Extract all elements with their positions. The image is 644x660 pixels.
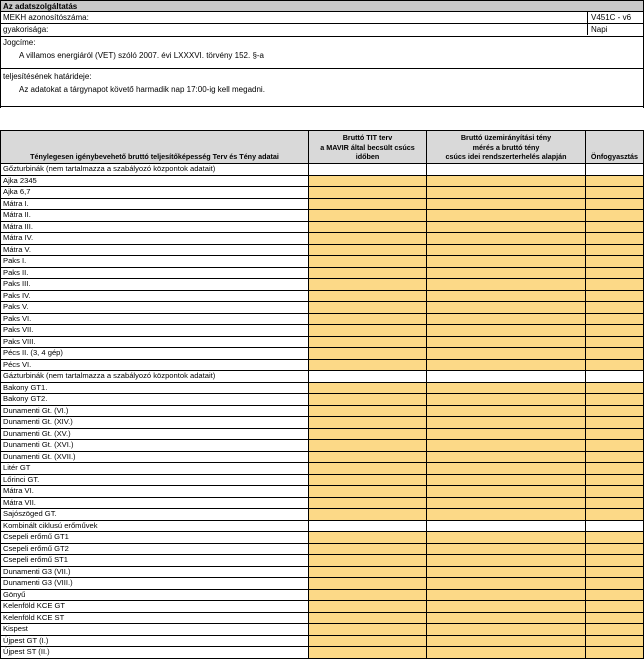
frequency-value: Napi [587,24,643,35]
table-row [0,360,644,372]
table-row [0,544,644,556]
column-header-self-consumption: Önfogyasztás [585,130,644,164]
actual-measurement-cell[interactable] [427,210,586,222]
actual-measurement-cell[interactable] [427,325,586,337]
plant-name: Paks V. [0,302,309,314]
plant-name: Mátra II. [0,210,309,222]
plant-name: Pécs VI. [0,360,309,372]
tit-plan-cell[interactable] [309,210,427,222]
tit-plan-cell[interactable] [309,256,427,268]
tit-plan-cell[interactable] [309,647,427,659]
self-consumption-cell[interactable] [586,475,644,487]
actual-measurement-cell[interactable] [427,394,586,406]
mekh-label: MEKH azonosítószáma: [3,13,89,22]
actual-measurement-cell [427,371,586,383]
actual-measurement-cell[interactable] [427,486,586,498]
tit-plan-cell[interactable] [309,452,427,464]
self-consumption-cell[interactable] [586,187,644,199]
table-row [0,279,644,291]
tit-plan-cell[interactable] [309,245,427,257]
actual-measurement-cell[interactable] [427,417,586,429]
plant-name: Mátra III. [0,222,309,234]
self-consumption-cell[interactable] [586,578,644,590]
plant-name: Mátra VI. [0,486,309,498]
table-row [0,440,644,452]
tit-plan-cell[interactable] [309,176,427,188]
actual-measurement-cell[interactable] [427,601,586,613]
self-consumption-cell[interactable] [586,624,644,636]
actual-measurement-cell[interactable] [427,555,586,567]
tit-plan-cell[interactable] [309,360,427,372]
table-row [0,590,644,602]
section-label: Kombinált ciklusú erőművek [0,521,309,533]
tit-plan-cell[interactable] [309,417,427,429]
plant-name: Csepeli erőmű GT2 [0,544,309,556]
tit-plan-cell[interactable] [309,383,427,395]
actual-measurement-cell[interactable] [427,291,586,303]
tit-plan-cell[interactable] [309,199,427,211]
self-consumption-cell[interactable] [586,555,644,567]
self-consumption-cell[interactable] [586,360,644,372]
plant-name: Sajószöged GT. [0,509,309,521]
actual-measurement-cell[interactable] [427,475,586,487]
actual-measurement-cell[interactable] [427,613,586,625]
deadline-text: Az adatokat a tárgynapot követő harmadik nap 17:00-ig kell megadni. [19,85,265,94]
deadline-label: teljesítésének határideje: [3,72,92,81]
tit-plan-cell[interactable] [309,279,427,291]
actual-measurement-cell[interactable] [427,187,586,199]
plant-name: Litér GT [0,463,309,475]
actual-measurement-cell[interactable] [427,222,586,234]
table-row [0,429,644,441]
self-consumption-cell[interactable] [586,406,644,418]
plant-name: Dunamenti Gt. (VI.) [0,406,309,418]
self-consumption-cell[interactable] [586,302,644,314]
tit-plan-cell[interactable] [309,544,427,556]
table-row [0,406,644,418]
self-consumption-cell[interactable] [586,463,644,475]
plant-name: Bakony GT2. [0,394,309,406]
self-consumption-cell[interactable] [586,199,644,211]
tit-plan-cell[interactable] [309,429,427,441]
mekh-row [1,12,643,23]
section-label: Gőzturbinák (nem tartalmazza a szabályozó központok adatait) [0,164,309,176]
actual-measurement-cell[interactable] [427,245,586,257]
column-header-actual: Bruttó üzemirányítási tény mérés a bruttó tény csúcs idei rendszerterhelés alapján [426,130,586,164]
actual-measurement-cell[interactable] [427,429,586,441]
self-consumption-cell[interactable] [586,176,644,188]
actual-measurement-cell[interactable] [427,544,586,556]
actual-measurement-cell[interactable] [427,440,586,452]
self-consumption-cell[interactable] [586,268,644,280]
table-row [0,394,644,406]
law-label: Jogcíme: [3,38,36,47]
table-row [0,268,644,280]
tit-plan-cell[interactable] [309,406,427,418]
actual-measurement-cell[interactable] [427,314,586,326]
tit-plan-cell[interactable] [309,348,427,360]
table-row [0,509,644,521]
table-row [0,383,644,395]
plant-name: Bakony GT1. [0,383,309,395]
actual-measurement-cell[interactable] [427,624,586,636]
actual-measurement-cell[interactable] [427,279,586,291]
plant-name: Mátra I. [0,199,309,211]
actual-measurement-cell[interactable] [427,463,586,475]
self-consumption-cell[interactable] [586,647,644,659]
tit-plan-cell[interactable] [309,475,427,487]
self-consumption-cell[interactable] [586,279,644,291]
actual-measurement-cell[interactable] [427,509,586,521]
actual-measurement-cell[interactable] [427,268,586,280]
self-consumption-cell[interactable] [586,417,644,429]
plant-name: Dunamenti Gt. (XV.) [0,429,309,441]
self-consumption-cell[interactable] [586,394,644,406]
table-row [0,256,644,268]
table-row [0,325,644,337]
table-row [0,636,644,648]
plant-name: Dunamenti Gt. (XVI.) [0,440,309,452]
tit-plan-cell [309,521,427,533]
actual-measurement-cell[interactable] [427,360,586,372]
self-consumption-cell[interactable] [586,314,644,326]
plant-name: Paks IV. [0,291,309,303]
table-row [0,291,644,303]
plant-name: Lőrinci GT. [0,475,309,487]
table-row [0,233,644,245]
table-row [0,624,644,636]
self-consumption-cell[interactable] [586,532,644,544]
tit-plan-cell[interactable] [309,187,427,199]
plant-name: Kispest [0,624,309,636]
table-row [0,613,644,625]
actual-measurement-cell[interactable] [427,647,586,659]
self-consumption-cell[interactable] [586,337,644,349]
plant-name: Paks VI. [0,314,309,326]
self-consumption-cell[interactable] [586,509,644,521]
actual-measurement-cell[interactable] [427,383,586,395]
table-row [0,578,644,590]
tit-plan-cell[interactable] [309,567,427,579]
table-row [0,245,644,257]
self-consumption-cell[interactable] [586,544,644,556]
tit-plan-cell[interactable] [309,291,427,303]
column-header-plant: Ténylegesen igénybevehető bruttó teljesítőképesség Terv és Tény adatai [0,130,309,164]
form-title: Az adatszolgáltatás [1,0,643,12]
actual-measurement-cell[interactable] [427,406,586,418]
table-row [0,302,644,314]
self-consumption-cell[interactable] [586,567,644,579]
tit-plan-cell[interactable] [309,268,427,280]
self-consumption-cell[interactable] [586,325,644,337]
table-row [0,498,644,510]
table-row [0,210,644,222]
actual-measurement-cell[interactable] [427,452,586,464]
tit-plan-cell[interactable] [309,314,427,326]
table-row [0,532,644,544]
table-row [0,187,644,199]
table-row [0,475,644,487]
tit-plan-cell[interactable] [309,440,427,452]
table-row [0,647,644,659]
tit-plan-cell[interactable] [309,302,427,314]
plant-name: Kelenföld KCE GT [0,601,309,613]
actual-measurement-cell[interactable] [427,348,586,360]
section-label: Gázturbinák (nem tartalmazza a szabályozó központok adatait) [0,371,309,383]
divider [1,36,643,37]
table-row [0,199,644,211]
table-row [0,337,644,349]
self-consumption-cell[interactable] [586,636,644,648]
plant-name: Paks VII. [0,325,309,337]
plant-name: Mátra IV. [0,233,309,245]
plant-name: Dunamenti G3 (VII.) [0,567,309,579]
actual-measurement-cell[interactable] [427,590,586,602]
actual-measurement-cell[interactable] [427,302,586,314]
divider [1,68,643,69]
table-row [0,222,644,234]
actual-measurement-cell[interactable] [427,256,586,268]
table-row [0,463,644,475]
plant-name: Dunamenti Gt. (XIV.) [0,417,309,429]
table-row [0,601,644,613]
tit-plan-cell[interactable] [309,463,427,475]
tit-plan-cell [309,164,427,176]
table-row [0,555,644,567]
plant-name: Paks II. [0,268,309,280]
law-text: A villamos energiáról (VET) szóló 2007. évi LXXXVI. törvény 152. §-a [19,51,265,60]
section-row [0,371,644,383]
plant-name: Dunamenti G3 (VIII.) [0,578,309,590]
table-row [0,486,644,498]
self-consumption-cell [586,371,644,383]
self-consumption-cell[interactable] [586,498,644,510]
plant-name: Paks III. [0,279,309,291]
self-consumption-cell[interactable] [586,245,644,257]
section-row [0,164,644,176]
self-consumption-cell[interactable] [586,210,644,222]
actual-measurement-cell [427,521,586,533]
table-row [0,314,644,326]
plant-name: Csepeli erőmű ST1 [0,555,309,567]
plant-name: Újpest GT (I.) [0,636,309,648]
self-consumption-cell[interactable] [586,233,644,245]
tit-plan-cell[interactable] [309,222,427,234]
tit-plan-cell[interactable] [309,578,427,590]
plant-name: Mátra V. [0,245,309,257]
table-row [0,452,644,464]
actual-measurement-cell[interactable] [427,176,586,188]
tit-plan-cell[interactable] [309,532,427,544]
plant-name: Paks I. [0,256,309,268]
self-consumption-cell[interactable] [586,256,644,268]
mekh-value: V451C - v6 [587,12,643,23]
divider [1,106,643,107]
tit-plan-cell[interactable] [309,509,427,521]
actual-measurement-cell[interactable] [427,578,586,590]
self-consumption-cell[interactable] [586,601,644,613]
self-consumption-cell[interactable] [586,383,644,395]
actual-measurement-cell[interactable] [427,498,586,510]
plant-name: Csepeli erőmű GT1 [0,532,309,544]
plant-name: Paks VIII. [0,337,309,349]
actual-measurement-cell[interactable] [427,636,586,648]
frequency-label: gyakorisága: [3,25,49,34]
plant-name: Ajka 6,7 [0,187,309,199]
self-consumption-cell[interactable] [586,486,644,498]
self-consumption-cell[interactable] [586,429,644,441]
plant-name: Ajka 2345 [0,176,309,188]
self-consumption-cell[interactable] [586,440,644,452]
tit-plan-cell[interactable] [309,613,427,625]
self-consumption-cell [586,521,644,533]
tit-plan-cell[interactable] [309,325,427,337]
tit-plan-cell[interactable] [309,555,427,567]
section-row [0,521,644,533]
tit-plan-cell [309,371,427,383]
tit-plan-cell[interactable] [309,601,427,613]
table-row [0,567,644,579]
actual-measurement-cell[interactable] [427,233,586,245]
actual-measurement-cell[interactable] [427,337,586,349]
actual-measurement-cell[interactable] [427,199,586,211]
form-header [0,0,644,108]
tit-plan-cell[interactable] [309,337,427,349]
self-consumption-cell[interactable] [586,348,644,360]
tit-plan-cell[interactable] [309,636,427,648]
tit-plan-cell[interactable] [309,486,427,498]
tit-plan-cell[interactable] [309,394,427,406]
self-consumption-cell[interactable] [586,222,644,234]
tit-plan-cell[interactable] [309,233,427,245]
plant-name: Dunamenti Gt. (XVII.) [0,452,309,464]
table-row [0,348,644,360]
column-header-tit-plan: Bruttó TIT terv a MAVIR által becsült csúcs időben [308,130,427,164]
plant-name: Pécs II. (3, 4 gép) [0,348,309,360]
plant-name: Mátra VII. [0,498,309,510]
plant-name: Kelenföld KCE ST [0,613,309,625]
actual-measurement-cell [427,164,586,176]
table-row [0,417,644,429]
self-consumption-cell [586,164,644,176]
self-consumption-cell[interactable] [586,590,644,602]
frequency-row [1,24,643,35]
self-consumption-cell[interactable] [586,452,644,464]
self-consumption-cell[interactable] [586,291,644,303]
tit-plan-cell[interactable] [309,590,427,602]
plant-name: Gönyű [0,590,309,602]
plant-name: Újpest ST (II.) [0,647,309,659]
self-consumption-cell[interactable] [586,613,644,625]
tit-plan-cell[interactable] [309,498,427,510]
actual-measurement-cell[interactable] [427,532,586,544]
table-row [0,176,644,188]
actual-measurement-cell[interactable] [427,567,586,579]
table-body [0,164,644,659]
tit-plan-cell[interactable] [309,624,427,636]
